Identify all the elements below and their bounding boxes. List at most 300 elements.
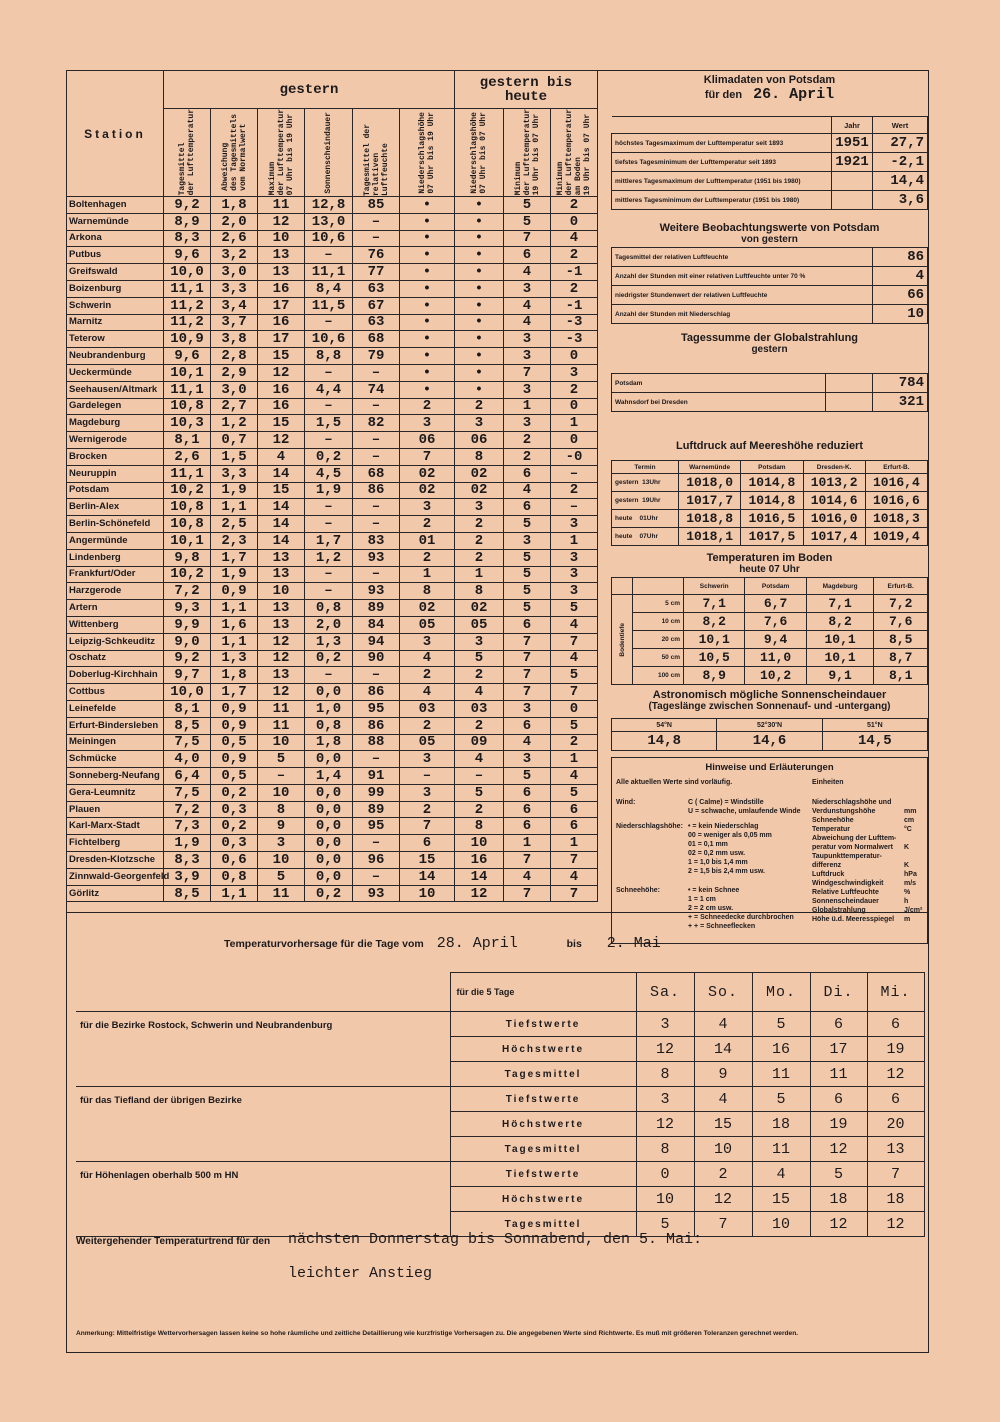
forecast-value: 19 (810, 1112, 867, 1137)
station-value: 76 (353, 247, 400, 264)
station-value: 8,5 (164, 717, 211, 734)
station-value: 93 (353, 885, 400, 902)
station-value: 1,9 (211, 482, 258, 499)
station-value: 3,0 (211, 264, 258, 281)
station-row (67, 532, 598, 549)
station-row (67, 432, 598, 449)
forecast-blank (76, 973, 450, 1012)
weitere-row (612, 267, 928, 286)
station-name: Boizenburg (67, 280, 164, 297)
station-value: 1,0 (305, 700, 353, 717)
station-value: 7,3 (164, 818, 211, 835)
station-value: • (400, 381, 455, 398)
boden-row (612, 595, 928, 613)
station-name: Lindenberg (67, 549, 164, 566)
station-value: 2,6 (164, 448, 211, 465)
station-value: 11,2 (164, 314, 211, 331)
station-value: 10,8 (164, 499, 211, 516)
station-value: 2 (551, 482, 598, 499)
station-value: 7 (504, 633, 551, 650)
station-value: – (353, 230, 400, 247)
station-name: Teterow (67, 331, 164, 348)
station-value: 6 (551, 818, 598, 835)
station-value: 3 (551, 516, 598, 533)
station-value: 8,9 (164, 213, 211, 230)
station-value: 10,2 (164, 482, 211, 499)
boden-title: Temperaturen im Boden (706, 552, 833, 564)
luftdruck-table (611, 460, 928, 546)
station-value: 86 (353, 482, 400, 499)
forecast-value: 12 (867, 1062, 924, 1087)
station-value: 94 (353, 633, 400, 650)
station-table (66, 70, 598, 902)
station-value: – (305, 398, 353, 415)
station-value: 02 (400, 482, 455, 499)
station-value: 3,2 (211, 247, 258, 264)
station-value: 6 (504, 717, 551, 734)
column-header-label: Sonnenscheindauer (324, 111, 333, 194)
globalstrahlung-label: Wahnsdorf bei Dresden (612, 393, 826, 412)
klima-col-wert: Wert (873, 117, 928, 134)
station-value: 2,0 (211, 213, 258, 230)
station-name: Greifswald (67, 264, 164, 281)
forecast-value: 12 (636, 1037, 694, 1062)
forecast-value: 12 (810, 1137, 867, 1162)
luftdruck-value: 1014,8 (741, 474, 803, 492)
station-value: 68 (353, 465, 400, 482)
station-name: Oschatz (67, 650, 164, 667)
forecast-value: 16 (752, 1037, 810, 1062)
station-value: 4 (551, 768, 598, 785)
luftdruck-value: 1014,8 (741, 492, 803, 510)
station-value: 4 (400, 684, 455, 701)
globalstrahlung-title: Tagessumme der Globalstrahlung (680, 332, 859, 344)
station-value: 4 (504, 868, 551, 885)
station-value: 1,7 (211, 684, 258, 701)
boden-value: 9,1 (806, 667, 874, 685)
station-value: • (455, 264, 504, 281)
station-value: 4 (504, 297, 551, 314)
forecast-row-label: Tiefstwerte (450, 1012, 636, 1037)
station-name: Angermünde (67, 532, 164, 549)
station-value: 4,5 (305, 465, 353, 482)
luftdruck-value: 1017,4 (803, 528, 865, 546)
forecast-value: 18 (810, 1187, 867, 1212)
boden-depth: 20 cm (633, 631, 684, 649)
station-name: Doberlug-Kirchhain (67, 667, 164, 684)
station-value: 01 (400, 532, 455, 549)
station-value: 7 (504, 684, 551, 701)
station-row (67, 381, 598, 398)
station-name: Berlin-Alex (67, 499, 164, 516)
station-value: • (455, 331, 504, 348)
forecast-value: 4 (752, 1162, 810, 1187)
station-value: 14 (258, 516, 305, 533)
station-row (67, 516, 598, 533)
station-row (67, 348, 598, 365)
station-name: Meiningen (67, 734, 164, 751)
station-value: 5 (504, 549, 551, 566)
station-value: • (400, 197, 455, 214)
station-value: 0,0 (305, 751, 353, 768)
station-value: 8 (455, 583, 504, 600)
station-value: 3 (504, 331, 551, 348)
forecast-header-row (76, 973, 924, 1012)
station-row (67, 801, 598, 818)
station-row (67, 314, 598, 331)
station-value: 0 (551, 398, 598, 415)
klimadaten-title: Klimadaten von Potsdam (703, 74, 836, 86)
boden-depth: 5 cm (633, 595, 684, 613)
forecast-region: für Höhenlagen oberhalb 500 m HN (76, 1162, 450, 1237)
station-value: 0,9 (211, 717, 258, 734)
station-value: 0,8 (211, 868, 258, 885)
station-value: 3 (551, 549, 598, 566)
station-value: 2 (455, 717, 504, 734)
station-name: Brocken (67, 448, 164, 465)
klima-value: 27,7 (873, 134, 928, 153)
station-value: 1,2 (211, 415, 258, 432)
station-value: 11 (258, 885, 305, 902)
station-value: 8 (400, 583, 455, 600)
hinweise-nied-label: Niederschlagshöhe: (616, 823, 683, 830)
forecast-value: 5 (752, 1012, 810, 1037)
station-value: 10 (258, 230, 305, 247)
globalstrahlung-value: 321 (873, 393, 928, 412)
weitere-value: 10 (873, 305, 928, 324)
station-value: 2 (455, 801, 504, 818)
luftdruck-value: 1018,1 (679, 528, 741, 546)
station-value: 85 (353, 197, 400, 214)
station-value: 77 (353, 264, 400, 281)
klima-year: 1921 (832, 153, 873, 172)
footnote: Anmerkung: Mittelfristige Wettervorhersagen lassen keine so hohe räumliche und zeitliche Detaillierung wie kurzfristige Vorhersagen zu. Die angegebenen Werte sind Richtwerte. Es muß mit größeren Toleranzen gerechnet werden. (76, 1330, 799, 1337)
station-row (67, 633, 598, 650)
station-value: 0 (551, 213, 598, 230)
station-value: 7 (504, 885, 551, 902)
forecast-row (76, 1087, 924, 1112)
forecast-value: 12 (694, 1187, 752, 1212)
boden-value: 8,9 (684, 667, 745, 685)
station-value: 3 (455, 415, 504, 432)
forecast-title-line (224, 935, 924, 952)
station-row (67, 667, 598, 684)
forecast-value: 3 (636, 1012, 694, 1037)
station-value: 10 (258, 734, 305, 751)
forecast-value: 9 (694, 1062, 752, 1087)
boden-value: 8,2 (806, 613, 874, 631)
station-value: 10 (258, 784, 305, 801)
station-value: 84 (353, 616, 400, 633)
station-name: Magdeburg (67, 415, 164, 432)
hinweise-units-values: mm cm °C K K hPa m/s % h J/cm² m (904, 808, 923, 923)
station-value: 8,5 (164, 885, 211, 902)
station-value: – (353, 448, 400, 465)
station-value: 3 (258, 835, 305, 852)
station-value: 10,8 (164, 398, 211, 415)
station-value: 12 (258, 684, 305, 701)
station-value: 10,0 (164, 264, 211, 281)
trend-line-2: leichter Anstieg (288, 1265, 433, 1282)
station-value: 0,3 (211, 835, 258, 852)
station-name: Ueckermünde (67, 364, 164, 381)
luftdruck-value: 1016,5 (741, 510, 803, 528)
station-value: 1,7 (211, 549, 258, 566)
station-row (67, 398, 598, 415)
station-value: 0,5 (211, 768, 258, 785)
station-value: 10,6 (305, 331, 353, 348)
forecast-title-prefix: Temperaturvorhersage für die Tage vom (224, 938, 424, 950)
station-value: 3,3 (211, 280, 258, 297)
station-value: – (305, 432, 353, 449)
station-value: – (353, 667, 400, 684)
station-value: 0,0 (305, 684, 353, 701)
station-value: 8 (455, 818, 504, 835)
station-value: 4 (504, 482, 551, 499)
klima-row (612, 172, 928, 191)
station-row (67, 650, 598, 667)
station-value: 1,5 (211, 448, 258, 465)
station-row (67, 213, 598, 230)
station-value: 1 (551, 532, 598, 549)
luftdruck-value: 1017,7 (679, 492, 741, 510)
station-value: – (551, 465, 598, 482)
station-value: 4 (504, 734, 551, 751)
luftdruck-header: Warnemünde (679, 461, 741, 474)
station-name: Karl-Marx-Stadt (67, 818, 164, 835)
station-value: 3 (400, 415, 455, 432)
luftdruck-row (612, 528, 928, 546)
station-value: 5 (504, 583, 551, 600)
forecast-date-from: 28. April (436, 935, 518, 952)
forecast-value: 6 (810, 1087, 867, 1112)
station-value: 5 (258, 868, 305, 885)
luftdruck-header: Dresden-K. (803, 461, 865, 474)
forecast-value: 10 (694, 1137, 752, 1162)
station-table-wrapper (66, 70, 597, 902)
station-value: 4 (258, 448, 305, 465)
station-name: Boltenhagen (67, 197, 164, 214)
hinweise-units-names: Niederschlagshöhe und Verdunstungshöhe Schneehöhe Temperatur Abweichung der Lufttem- peratur vom Normalwert Taupunkttemperatur- differenz Luftdruck Windgeschwindigkeit Relative Luftfeuchte Sonnenscheindauer Globalstrahlung Höhe ü.d. Meeresspiegel (812, 799, 897, 923)
station-value: 1,7 (305, 532, 353, 549)
station-value: 8,4 (305, 280, 353, 297)
forecast-value: 10 (636, 1187, 694, 1212)
station-row (67, 717, 598, 734)
station-value: 9 (258, 818, 305, 835)
station-value: 10 (258, 583, 305, 600)
station-value: 6,4 (164, 768, 211, 785)
column-header (305, 109, 353, 197)
hinweise-wind-text: C ( Calme) = Windstille U = schwache, umlaufende Winde (688, 799, 801, 815)
station-value: • (400, 230, 455, 247)
station-value: 4 (551, 616, 598, 633)
hinweise-wind-label: Wind: (616, 799, 636, 806)
station-row (67, 600, 598, 617)
boden-value: 10,1 (806, 631, 874, 649)
station-name: Leinefelde (67, 700, 164, 717)
boden-value: 7,1 (684, 595, 745, 613)
station-value: 12 (258, 650, 305, 667)
boden-value: 9,4 (745, 631, 806, 649)
luftdruck-header-row (612, 461, 928, 474)
globalstrahlung-spacer (826, 393, 873, 412)
station-name: Fichtelberg (67, 835, 164, 852)
station-row (67, 247, 598, 264)
station-value: 86 (353, 717, 400, 734)
station-row (67, 197, 598, 214)
station-value: 13 (258, 600, 305, 617)
station-value: 1,9 (211, 566, 258, 583)
klima-year (832, 191, 873, 210)
station-row (67, 264, 598, 281)
station-value: 02 (455, 465, 504, 482)
station-value: 0,0 (305, 818, 353, 835)
sonnenschein-subtitle: (Tageslänge zwischen Sonnenauf- und -untergang) (648, 701, 891, 712)
station-value: 10,1 (164, 364, 211, 381)
station-value: 11,5 (305, 297, 353, 314)
station-value: 3 (400, 784, 455, 801)
station-value: 11,2 (164, 297, 211, 314)
right-panel (611, 72, 928, 944)
station-value: 17 (258, 297, 305, 314)
station-row (67, 684, 598, 701)
klimadaten-table (611, 116, 928, 210)
station-name: Gera-Leumnitz (67, 784, 164, 801)
station-value: -1 (551, 297, 598, 314)
boden-table (611, 577, 928, 685)
station-value: 05 (400, 734, 455, 751)
station-name: Neuruppin (67, 465, 164, 482)
boden-value: 8,5 (874, 631, 928, 649)
station-value: 7,2 (164, 801, 211, 818)
station-value: – (353, 398, 400, 415)
station-value: 13 (258, 247, 305, 264)
station-value: 1,3 (211, 650, 258, 667)
station-value: 0,2 (211, 784, 258, 801)
station-value: 3 (551, 583, 598, 600)
forecast-value: 4 (694, 1087, 752, 1112)
station-value: 1,4 (305, 768, 353, 785)
station-value: 74 (353, 381, 400, 398)
station-value: • (455, 280, 504, 297)
column-header-label: Minimum der Lufttemperatur am Boden 19 Uhr bis 07 Uhr (556, 109, 592, 196)
station-value: 03 (400, 700, 455, 717)
station-value: 03 (455, 700, 504, 717)
klima-value: 14,4 (873, 172, 928, 191)
forecast-value: 20 (867, 1112, 924, 1137)
forecast-day: Sa. (636, 973, 694, 1012)
station-value: 9,6 (164, 247, 211, 264)
station-value: – (305, 247, 353, 264)
station-value: 2 (455, 532, 504, 549)
boden-side-text: Bodentiefe (618, 622, 626, 657)
station-value: 2 (551, 197, 598, 214)
station-value: 3 (455, 633, 504, 650)
station-value: 1,5 (305, 415, 353, 432)
boden-header: Erfurt-B. (874, 578, 928, 595)
station-value: 2 (551, 247, 598, 264)
station-value: 0,0 (305, 868, 353, 885)
station-value: 6 (504, 247, 551, 264)
station-value: -0 (551, 448, 598, 465)
column-header-label: Tagesmittel der relativen Luftfeuchte (362, 123, 390, 196)
station-value: 1 (551, 835, 598, 852)
luftdruck-termin: heute 07Uhr (612, 528, 679, 546)
boden-depth: 100 cm (633, 667, 684, 685)
column-header (258, 109, 305, 197)
station-value: 2,0 (305, 616, 353, 633)
hinweise-nied-text: • = kein Niederschlag 00 = weniger als 0,05 mm 01 = 0,1 mm 02 = 0,2 mm usw. 1 = 1,0 bis 1,4 mm 2 = 1,5 bis 2,4 mm usw. (688, 823, 772, 875)
station-value: 12,8 (305, 197, 353, 214)
station-value: 0 (551, 432, 598, 449)
station-value: 2 (400, 667, 455, 684)
sonnenschein-header-row (612, 719, 928, 732)
station-value: • (400, 364, 455, 381)
station-value: 7 (551, 852, 598, 869)
klima-value: 3,6 (873, 191, 928, 210)
station-value: 16 (258, 381, 305, 398)
station-value: 2,5 (211, 516, 258, 533)
sonnenschein-value-row (612, 732, 928, 751)
forecast-value: 11 (810, 1062, 867, 1087)
sonnenschein-header: 54°N (612, 719, 717, 732)
forecast-day: Di. (810, 973, 867, 1012)
boden-corner (612, 578, 633, 595)
globalstrahlung-table (611, 373, 928, 412)
station-value: 8 (258, 801, 305, 818)
station-value: 7 (504, 230, 551, 247)
station-value: – (353, 432, 400, 449)
station-value: • (400, 297, 455, 314)
forecast-value: 13 (867, 1137, 924, 1162)
forecast-row (76, 1012, 924, 1037)
station-value: 6 (504, 818, 551, 835)
column-header-label: Abweichung des Tagesmittels vom Normalwert (220, 114, 248, 191)
station-value: 5 (504, 197, 551, 214)
station-value: • (400, 264, 455, 281)
station-value: 13 (258, 616, 305, 633)
station-value: 3 (504, 415, 551, 432)
weitere-row (612, 305, 928, 324)
station-value: • (455, 364, 504, 381)
station-value: 4,4 (305, 381, 353, 398)
station-value: 14 (258, 532, 305, 549)
station-value: 4 (551, 650, 598, 667)
station-value: 7,2 (164, 583, 211, 600)
station-value: 4,0 (164, 751, 211, 768)
station-value: 63 (353, 314, 400, 331)
station-value: 83 (353, 532, 400, 549)
station-value: • (400, 331, 455, 348)
station-value: 3 (504, 280, 551, 297)
station-row (67, 549, 598, 566)
boden-side-label (612, 595, 633, 685)
station-value: 68 (353, 331, 400, 348)
station-value: -3 (551, 331, 598, 348)
station-value: 0,0 (305, 801, 353, 818)
station-value: – (305, 314, 353, 331)
station-value: • (400, 280, 455, 297)
station-value: – (258, 768, 305, 785)
forecast-value: 6 (867, 1087, 924, 1112)
luftdruck-value: 1016,0 (803, 510, 865, 528)
station-value: 1,1 (211, 885, 258, 902)
station-value: 4 (400, 650, 455, 667)
station-value: 7,5 (164, 734, 211, 751)
station-value: 16 (258, 314, 305, 331)
station-row (67, 297, 598, 314)
station-value: 89 (353, 801, 400, 818)
